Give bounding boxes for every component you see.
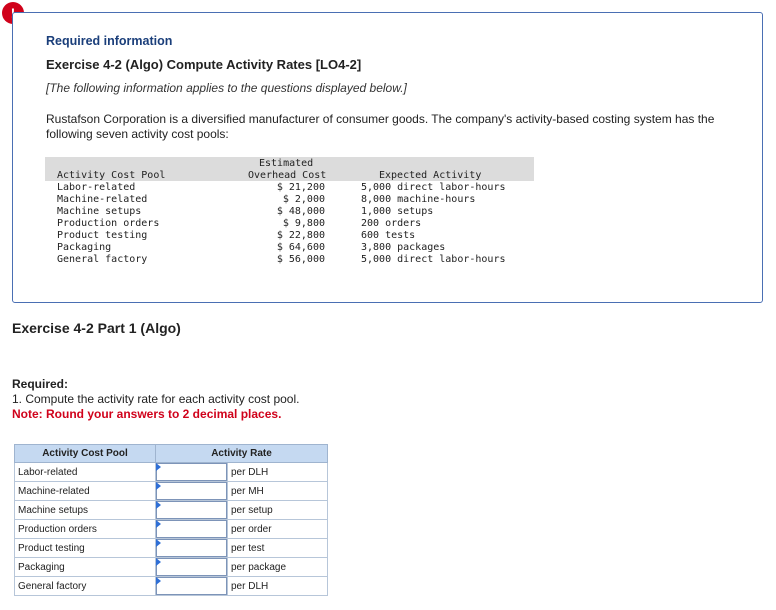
pool-expected-activity: 600 tests: [361, 230, 416, 241]
answer-pool-name: Machine setups: [15, 501, 156, 520]
intro-paragraph: Rustafson Corporation is a diversified manufacturer of consumer goods. The company's activity-based costing system has the following seven activity cost pools:: [46, 112, 715, 141]
activity-rate-input[interactable]: [156, 577, 227, 595]
header-expected-activity: Expected Activity: [379, 170, 482, 181]
exercise-title: Exercise 4-2 (Algo) Compute Activity Rates [LO4-2]: [46, 57, 362, 72]
answer-pool-name: Product testing: [15, 539, 156, 558]
table-row: [15, 539, 328, 558]
pool-overhead-cost: $ 48,000: [276, 206, 325, 217]
pool-overhead-cost: $ 56,000: [276, 254, 325, 265]
pool-overhead-cost: $ 64,600: [276, 242, 325, 253]
required-label: Required:: [12, 377, 69, 391]
activity-rate-cell: [156, 577, 228, 596]
activity-rate-input[interactable]: [156, 463, 227, 481]
table-row: [15, 501, 328, 520]
pool-overhead-cost: $ 21,200: [276, 182, 325, 193]
activity-rate-answer-table: [14, 444, 328, 596]
pool-name: Machine setups: [57, 206, 142, 217]
pool-expected-activity: 200 orders: [361, 218, 422, 229]
activity-rate-input[interactable]: [156, 539, 227, 557]
input-marker-icon: [156, 463, 161, 471]
input-marker-icon: [156, 501, 161, 509]
input-marker-icon: [156, 577, 161, 585]
answer-pool-name: Production orders: [15, 520, 156, 539]
activity-rate-cell: [156, 520, 228, 539]
pool-name: Packaging: [57, 242, 112, 253]
pool-name: General factory: [57, 254, 148, 265]
pool-expected-activity: 1,000 setups: [361, 206, 434, 217]
table-row: [15, 577, 328, 596]
pool-expected-activity: 5,000 direct labor-hours: [361, 182, 506, 193]
activity-rate-cell: [156, 482, 228, 501]
pool-name: Product testing: [57, 230, 148, 241]
table-row: [15, 482, 328, 501]
activity-rate-unit: per test: [228, 539, 328, 558]
answer-header-rate: Activity Rate: [156, 445, 328, 463]
activity-cost-pool-table: [45, 157, 534, 269]
activity-rate-input[interactable]: [156, 558, 227, 576]
activity-rate-cell: [156, 501, 228, 520]
header-overhead-cost: Overhead Cost: [248, 170, 327, 181]
pool-name: Labor-related: [57, 182, 136, 193]
activity-rate-unit: per package: [228, 558, 328, 577]
activity-rate-unit: per DLH: [228, 463, 328, 482]
activity-rate-input[interactable]: [156, 520, 227, 538]
table-row: [15, 520, 328, 539]
pool-overhead-cost: $ 22,800: [276, 230, 325, 241]
answer-pool-name: Labor-related: [15, 463, 156, 482]
activity-rate-unit: per DLH: [228, 577, 328, 596]
input-marker-icon: [156, 558, 161, 566]
header-activity-cost-pool: Activity Cost Pool: [57, 170, 166, 181]
table-row: [15, 558, 328, 577]
input-marker-icon: [156, 539, 161, 547]
activity-rate-cell: [156, 539, 228, 558]
activity-rate-unit: per setup: [228, 501, 328, 520]
activity-rate-cell: [156, 463, 228, 482]
header-estimated: Estimated: [259, 158, 314, 169]
activity-rate-unit: per order: [228, 520, 328, 539]
answer-pool-name: Packaging: [15, 558, 156, 577]
answer-pool-name: General factory: [15, 577, 156, 596]
pool-overhead-cost: $ 9,800: [282, 218, 325, 229]
answer-header-pool: Activity Cost Pool: [15, 445, 156, 463]
part-title: Exercise 4-2 Part 1 (Algo): [12, 320, 181, 336]
input-marker-icon: [156, 482, 161, 490]
activity-rate-input[interactable]: [156, 501, 227, 519]
pool-expected-activity: 5,000 direct labor-hours: [361, 254, 506, 265]
activity-rate-cell: [156, 558, 228, 577]
pool-name: Machine-related: [57, 194, 148, 205]
pool-overhead-cost: $ 2,000: [282, 194, 325, 205]
pool-name: Production orders: [57, 218, 160, 229]
pool-expected-activity: 8,000 machine-hours: [361, 194, 476, 205]
required-instruction: 1. Compute the activity rate for each activity cost pool.: [12, 392, 300, 406]
activity-rate-input[interactable]: [156, 482, 227, 500]
required-information-heading: Required information: [46, 34, 173, 48]
applies-note: [The following information applies to the questions displayed below.]: [46, 81, 407, 95]
table-row: [15, 463, 328, 482]
activity-rate-unit: per MH: [228, 482, 328, 501]
pool-expected-activity: 3,800 packages: [361, 242, 446, 253]
input-marker-icon: [156, 520, 161, 528]
rounding-note: Note: Round your answers to 2 decimal places.: [12, 407, 282, 421]
answer-pool-name: Machine-related: [15, 482, 156, 501]
